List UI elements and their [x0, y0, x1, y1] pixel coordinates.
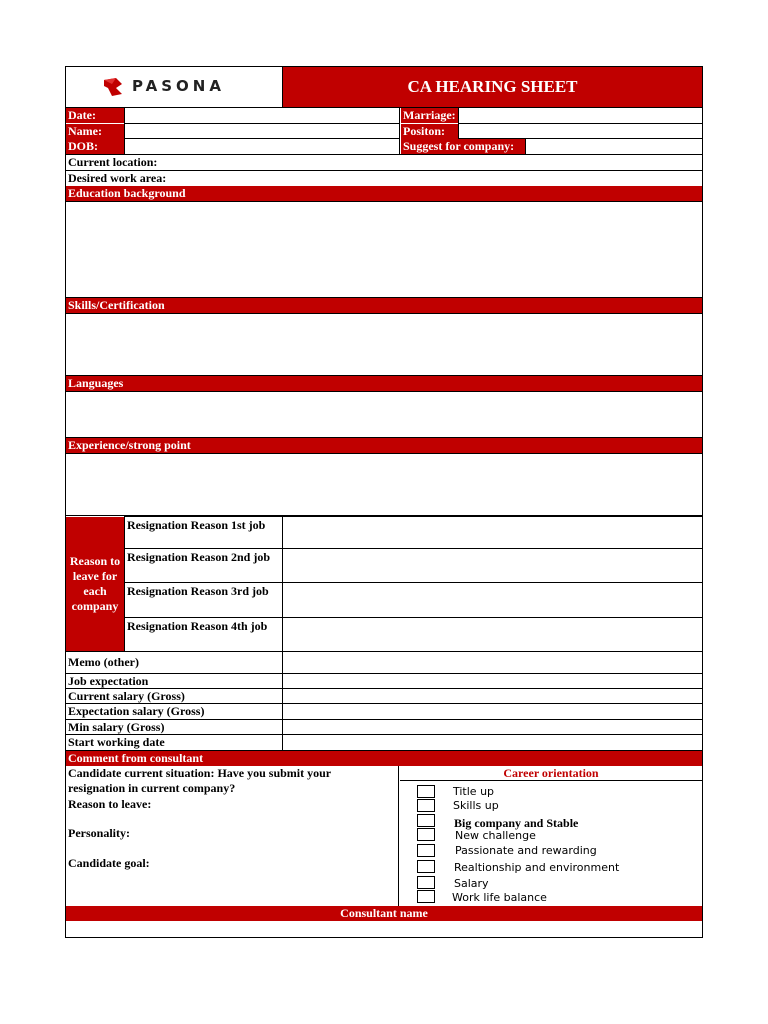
- divider: [282, 66, 283, 107]
- education-header: Education background: [66, 186, 702, 201]
- checkbox-relationship[interactable]: [417, 860, 435, 873]
- consultant-name-header: Consultant name: [66, 906, 702, 921]
- option-new-challenge: New challenge: [455, 829, 536, 842]
- resignation-field-1[interactable]: [282, 516, 703, 549]
- min-salary-field[interactable]: [282, 719, 703, 735]
- resignation-field-4[interactable]: [282, 617, 703, 652]
- checkbox-salary[interactable]: [417, 876, 435, 889]
- skills-field[interactable]: [65, 313, 703, 376]
- suggest-company-field[interactable]: [525, 138, 703, 155]
- option-big-company: Big company and Stable: [454, 816, 579, 830]
- current-location-label: Current location:: [68, 155, 158, 169]
- situation-text: Candidate current situation: Have you submit your resignation in current company?: [68, 766, 331, 795]
- date-label: Date:: [66, 108, 124, 123]
- suggest-company-label: Suggest for company:: [401, 139, 525, 154]
- option-work-life-balance: Work life balance: [452, 891, 547, 904]
- resignation-field-3[interactable]: [282, 582, 703, 618]
- checkbox-big-company[interactable]: [417, 814, 435, 827]
- reason-to-leave-label: Reason to leave:: [68, 797, 152, 811]
- date-field[interactable]: [124, 107, 400, 124]
- skills-header: Skills/Certification: [66, 298, 702, 313]
- reason-side-text: Reason to leave for each company: [69, 554, 121, 613]
- logo-text: PASONA: [132, 77, 225, 95]
- resignation-field-2[interactable]: [282, 548, 703, 583]
- marriage-field[interactable]: [458, 107, 703, 124]
- comment-header: Comment from consultant: [66, 751, 702, 766]
- resignation-label-2: Resignation Reason 2nd job: [124, 548, 283, 583]
- checkbox-passionate[interactable]: [417, 844, 435, 857]
- memo-field[interactable]: [282, 651, 703, 674]
- start-date-label: Start working date: [65, 734, 283, 751]
- option-title-up: Title up: [453, 785, 495, 798]
- comment-area[interactable]: [66, 766, 399, 906]
- experience-field[interactable]: [65, 453, 703, 516]
- marriage-label: Marriage:: [401, 108, 458, 123]
- desired-work-area-row[interactable]: [65, 170, 703, 187]
- position-label: Positon:: [401, 124, 458, 139]
- expectation-salary-label: Expectation salary (Gross): [65, 703, 283, 720]
- page-title: CA HEARING SHEET: [283, 67, 702, 107]
- languages-field[interactable]: [65, 391, 703, 438]
- pasona-logo-icon: [102, 76, 124, 98]
- checkbox-work-life-balance[interactable]: [417, 890, 435, 903]
- position-field[interactable]: [458, 123, 703, 139]
- current-salary-label: Current salary (Gross): [65, 688, 283, 704]
- dob-label: DOB:: [66, 139, 124, 154]
- start-date-field[interactable]: [282, 734, 703, 751]
- candidate-goal-label: Candidate goal:: [68, 856, 150, 870]
- option-skills-up: Skills up: [453, 799, 499, 812]
- resignation-label-1: Resignation Reason 1st job: [124, 516, 283, 549]
- checkbox-title-up[interactable]: [417, 785, 435, 798]
- dob-field[interactable]: [124, 138, 400, 155]
- desired-work-area-label: Desired work area:: [68, 171, 167, 185]
- memo-label: Memo (other): [65, 651, 283, 674]
- min-salary-label: Min salary (Gross): [65, 719, 283, 735]
- option-passionate: Passionate and rewarding: [455, 844, 597, 857]
- option-salary: Salary: [454, 877, 489, 890]
- consultant-name-field[interactable]: [66, 921, 702, 937]
- logo-area: [66, 67, 282, 107]
- experience-header: Experience/strong point: [66, 438, 702, 453]
- personality-label: Personality:: [68, 826, 130, 840]
- resignation-label-3: Resignation Reason 3rd job: [124, 582, 283, 618]
- checkbox-skills-up[interactable]: [417, 799, 435, 812]
- option-relationship: Realtionship and environment: [454, 861, 620, 874]
- current-location-row[interactable]: [65, 154, 703, 171]
- expectation-salary-field[interactable]: [282, 703, 703, 720]
- education-field[interactable]: [65, 201, 703, 298]
- name-field[interactable]: [124, 123, 400, 139]
- resignation-label-4: Resignation Reason 4th job: [124, 617, 283, 652]
- reason-side-label: [66, 517, 124, 651]
- name-label: Name:: [66, 124, 124, 139]
- checkbox-new-challenge[interactable]: [417, 828, 435, 841]
- current-salary-field[interactable]: [282, 688, 703, 704]
- job-expectation-field[interactable]: [282, 673, 703, 689]
- languages-header: Languages: [66, 376, 702, 391]
- career-orientation-header: Career orientation: [400, 766, 702, 781]
- job-expectation-label: Job expectation: [65, 673, 283, 689]
